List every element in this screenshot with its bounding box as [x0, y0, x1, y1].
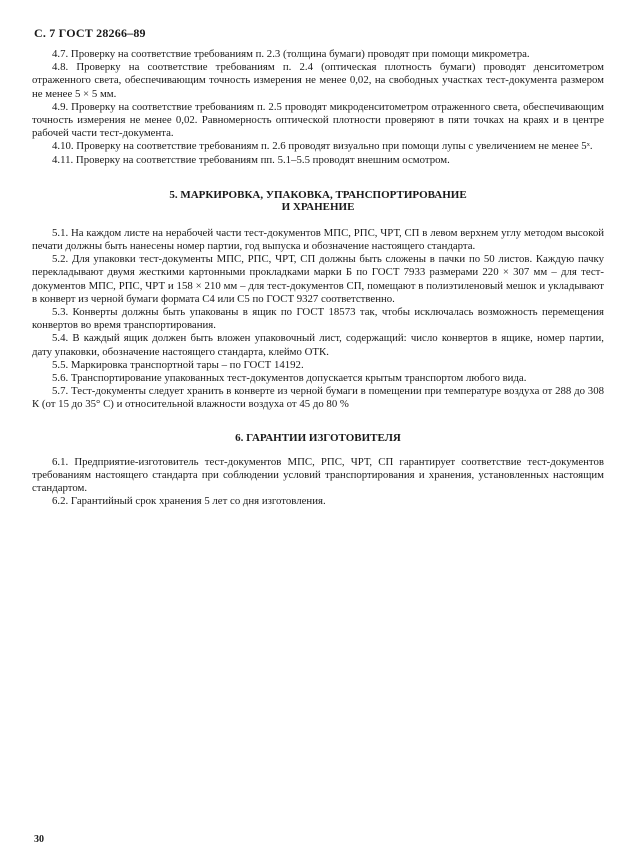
item-5-3: 5.3. Конверты должны быть упакованы в ящик по ГОСТ 18573 так, чтобы исключалась возможность перемещения конвертов во время транспортирования.	[32, 306, 604, 332]
item-6-1: 6.1. Предприятие-изготовитель тест-документов МПС, РПС, ЧРТ, СП гарантирует соответствие тест-документов требованиям настоящего стандарта при соблюдении условий транспортирования и хранения, установленных настоящим стандартом.	[32, 455, 604, 495]
section-6-title: 6. ГАРАНТИИ ИЗГОТОВИТЕЛЯ	[235, 431, 401, 444]
item-5-6: 5.6. Транспортирование упакованных тест-документов допускается крытым транспортом любого вида.	[52, 372, 527, 385]
item-4-10: 4.10. Проверку на соответствие требованиям п. 2.6 проводят визуально при помощи лупы с увеличением не менее 5ˣ.	[52, 140, 593, 153]
section-5-title-line1: 5. МАРКИРОВКА, УПАКОВКА, ТРАНСПОРТИРОВАНИЕ	[169, 188, 467, 201]
item-5-4: 5.4. В каждый ящик должен быть вложен упаковочный лист, содержащий: число конвертов в ящике, номер партии, дату упаковки, обозначение настоящего стандарта, клеймо ОТК.	[32, 332, 604, 358]
item-4-7: 4.7. Проверку на соответствие требованиям п. 2.3 (толщина бумаги) проводят при помощи микрометра.	[52, 48, 530, 60]
section-5-title-line2: И ХРАНЕНИЕ	[281, 200, 355, 213]
item-6-2: 6.2. Гарантийный срок хранения 5 лет со дня изготовления.	[52, 495, 326, 508]
item-5-7: 5.7. Тест-документы следует хранить в конверте из черной бумаги в помещении при температуре воздуха от 288 до 308 К (от 15 до 35° С) и относительной влажности воздуха от 45 до 80 %	[32, 385, 604, 411]
item-4-11: 4.11. Проверку на соответствие требованиям пп. 5.1–5.5 проводят внешним осмотром.	[52, 153, 450, 166]
page-header: С. 7 ГОСТ 28266–89	[34, 26, 146, 40]
item-4-9: 4.9. Проверку на соответствие требованиям п. 2.5 проводят микроденситометром отраженного света, обеспечивающим точность измерения не менее 0,02. Равномерность оптической плотности проверяют в пяти точках на краях и в центре рабочей части тест-документа.	[32, 100, 604, 140]
item-5-5: 5.5. Маркировка транспортной тары – по ГОСТ 14192.	[52, 358, 304, 371]
item-5-2: 5.2. Для упаковки тест-документы МПС, РПС, ЧРТ, СП должны быть сложены в пачки по 50 листов. Каждую пачку перекладывают двумя жесткими картонными прокладками марки Б по ГОСТ 7933 размерами 220 × 307 мм – для тест-документов МПС, РПС, ЧРТ и 158 × 210 мм – для тест-документов СП, помещают в полиэтиленовый мешок и укладывают в конверт из черной бумаги формата С4 или С5 по ГОСТ 9327 соответственно.	[32, 253, 604, 305]
item-4-8: 4.8. Проверку на соответствие требованиям п. 2.4 (оптическая плотность бумаги) проводят денситометром отраженного света, обеспечивающим точность измерения не менее 0,02, на свободных участках тест-документа размером не менее 5 × 5 мм.	[32, 61, 604, 100]
page-number: 30	[34, 834, 44, 845]
section-5-title	[32, 189, 604, 213]
document-body	[32, 48, 604, 508]
item-5-1: 5.1. На каждом листе на нерабочей части тест-документов МПС, РПС, ЧРТ, СП в левом верхнем углу методом высокой печати должны быть нанесены номер партии, год выпуска и обозначение настоящего стандарта.	[32, 226, 604, 253]
